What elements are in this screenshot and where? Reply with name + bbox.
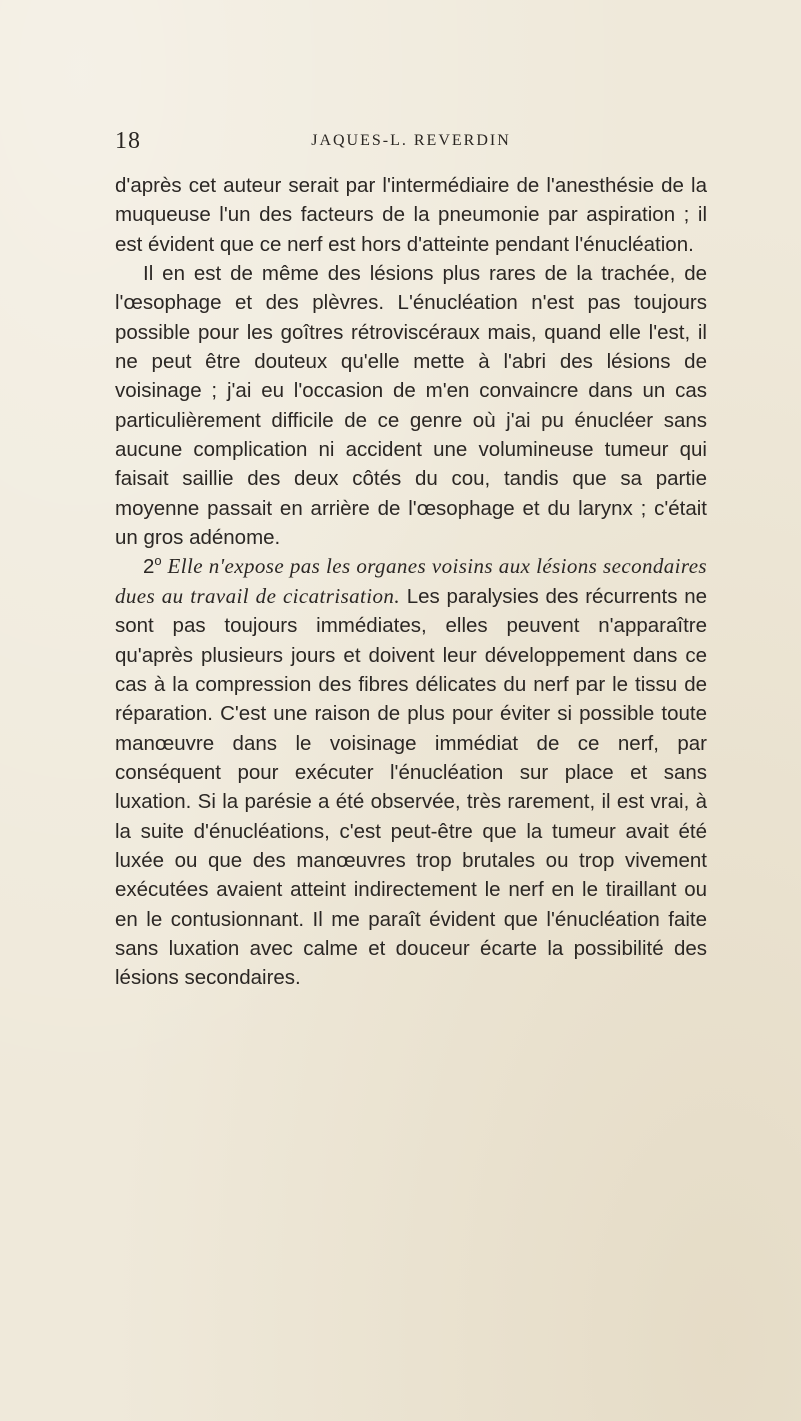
running-head: JAQUES-L. REVERDIN	[311, 132, 511, 149]
point-heading-italic: Elle n'expose pas les organes voisins aux lésions secondaires dues au travail de cicatrisation.	[115, 554, 707, 608]
page-number: 18	[115, 128, 141, 154]
paragraph-lesions: Il en est de même des lésions plus rares de la trachée, de l'œsophage et des plèvres. L'énucléation n'est pas toujours possible pour les goîtres rétroviscéraux mais, quand elle l'est, il ne peut être douteux qu'elle mette à l'abri des lésions de voisinage ; j'ai eu l'occasion de m'en convaincre dans un cas particulièrement difficile de ce genre où j'ai pu énucléer sans aucune complication ni accident une volumineuse tumeur qui faisait saillie des deux côtés du cou, tandis que sa partie moyenne passait en arrière de l'œsophage et du larynx ; c'était un gros adénome.	[115, 262, 707, 550]
point-degree: o	[154, 553, 162, 569]
point-number: 2	[143, 555, 155, 579]
body-text	[115, 171, 707, 993]
point-body: Les paralysies des récurrents ne sont pas toujours immédiates, elles peuvent n'apparaître qu'après plusieurs jours et doivent leur développement dans ce cas à la compression des fibres délicates du nerf par le tissu de réparation. C'est une raison de plus pour éviter si possible toute manœuvre dans le voisinage immédiat de ce nerf, par conséquent pour exécuter l'énucléation sur place et sans luxation. Si la parésie a été observée, très rarement, il est vrai, à la suite d'énucléations, c'est peut-être que la tumeur avait été luxée ou que des manœuvres trop brutales ou trop vivement exécutées avaient atteint indirectement le nerf en le tiraillant ou en le contusionnant. Il me paraît évident que l'énucléation faite sans luxation avec calme et douceur écarte la possibilité des lésions secondaires.	[115, 584, 707, 990]
paragraph-point-2	[115, 552, 707, 992]
paragraph-continuation: d'après cet auteur serait par l'intermédiaire de l'anesthésie de la muqueuse l'un des facteurs de la pneumonie par aspiration ; il est évident que ce nerf est hors d'atteinte pendant l'énucléation.	[115, 174, 707, 256]
page-header	[115, 128, 707, 158]
